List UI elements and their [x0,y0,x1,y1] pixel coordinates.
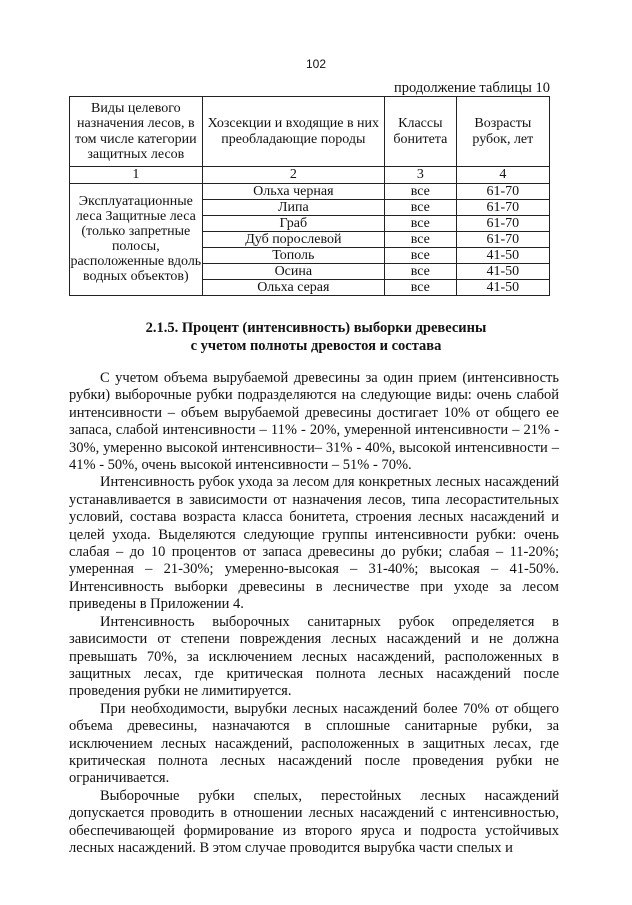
table-continuation-label: продолжение таблицы 10 [394,80,550,96]
section-title-line: 2.1.5. Процент (интенсивность) выборки древесины [145,320,487,336]
cutting-age-table [69,96,550,296]
species-cell: Ольха серая [202,279,384,295]
species-cell: Липа [202,199,384,215]
age-cell: 61-70 [456,199,549,215]
species-cell: Тополь [202,247,384,263]
paragraph: Интенсивность рубок ухода за лесом для конкретных лесных насаждений устанавливается в зависимости от назначения лесов, типа лесорастительных условий, состава возраста класса бонитета, строения лесных насаждений и целей ухода. Выделяются следующие группы интенсивности рубки: очень слабая – до 10 процентов от запаса древесины до рубки; слабая – 11-20%; умеренная – 21-30%; умеренно-высокая – 31-40%; высокая – 41-50%. Интенсивность выборки древесины в лесничестве при уходе за лесом приведены в Приложении 4. [69,474,559,613]
column-number: 3 [385,167,457,184]
species-cell: Дуб порослевой [202,231,384,247]
age-cell: 41-50 [456,279,549,295]
paragraph: При необходимости, вырубки лесных насаждений более 70% от общего объема древесины, назначаются в сплошные санитарные рубки, за исключением лесных насаждений, расположенных в защитных лесах, где критическая полнота лесных насаждений после проведения рубки не ограничивается. [69,700,559,787]
class-cell: все [385,263,457,279]
header-forest-purpose: Виды целевого назначения лесов, в том числе категории защитных лесов [70,97,203,167]
forest-category-cell: Эксплуатационные леса Защитные леса (только запретные полосы, расположенные вдоль водных объектов) [70,183,203,295]
species-cell: Граб [202,215,384,231]
header-site-class: Классы бонитета [385,97,457,167]
class-cell: все [385,199,457,215]
species-cell: Осина [202,263,384,279]
header-cutting-age: Возрасты рубок, лет [456,97,549,167]
table-row [70,183,550,199]
class-cell: все [385,183,457,199]
body-text [69,370,559,857]
age-cell: 61-70 [456,215,549,231]
column-number: 4 [456,167,549,184]
paragraph: С учетом объема вырубаемой древесины за один прием (интенсивность рубки) выборочные рубки подразделяются на следующие виды: очень слабой интенсивности – объем вырубаемой древесины достигает 10% от общего ее запаса, слабой интенсивности – 11% - 20%, умеренной интенсивности – 21% - 30%, умеренно высокой интенсивности– 31% - 40%, высокой интенсивности – 41% - 50%, очень высокой интенсивности – 51% - 70%. [69,370,559,474]
class-cell: все [385,279,457,295]
section-heading [0,319,632,355]
paragraph: Выборочные рубки спелых, перестойных лесных насаждений допускается проводить в отношении лесных насаждений с интенсивностью, обеспечивающей формирование из второго яруса и подроста устойчивых лесных насаждений. В этом случае проводится вырубка части спелых и [69,787,559,856]
species-cell: Ольха черная [202,183,384,199]
column-number: 1 [70,167,203,184]
section-title-line: с учетом полноты древостоя и состава [190,338,442,354]
paragraph: Интенсивность выборочных санитарных рубок определяется в зависимости от степени повреждения лесных насаждений и не должна превышать 70%, за исключением лесных насаждений, расположенных в защитных лесах, где критическая полнота лесных насаждений после проведения рубки не лимитируется. [69,613,559,700]
age-cell: 41-50 [456,263,549,279]
header-economic-section: Хозсекции и входящие в них преобладающие породы [202,97,384,167]
class-cell: все [385,247,457,263]
column-number-row [70,167,550,184]
page-number: 102 [305,57,327,71]
age-cell: 41-50 [456,247,549,263]
age-cell: 61-70 [456,231,549,247]
age-cell: 61-70 [456,183,549,199]
column-number: 2 [202,167,384,184]
table-header-row [70,97,550,167]
class-cell: все [385,215,457,231]
class-cell: все [385,231,457,247]
